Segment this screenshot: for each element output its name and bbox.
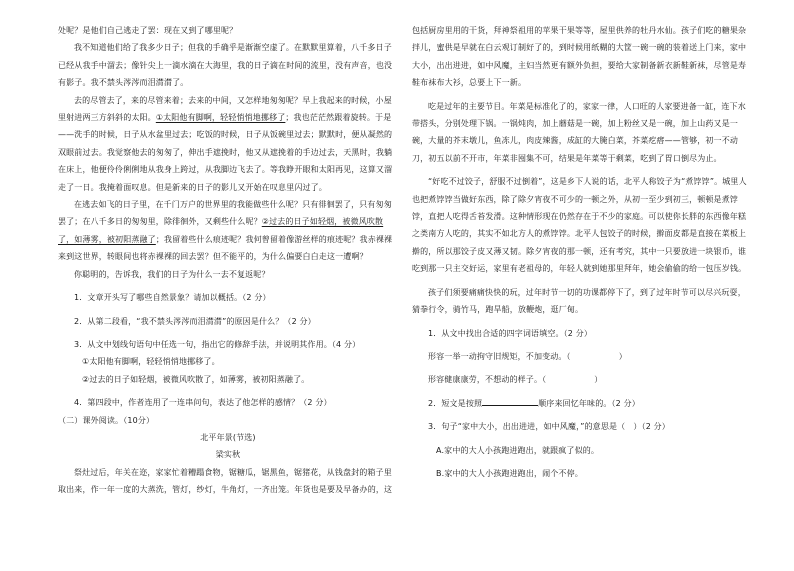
text-run: 形容一举一动拘守旧规矩，不加变动。（ (428, 351, 571, 361)
question-4: 4．第四段中，作者连用了一连串问句，表达了他怎样的感情？（2 分） (74, 398, 332, 408)
text-run: 2．短文是按照 (428, 398, 483, 408)
article-author: 梁实秋 (215, 450, 241, 460)
question-3: 3．从文中划线句语句中任选一句，指出它的修辞手法，并说明其作用。（4 分） (74, 339, 361, 349)
question-2: 2．从第二段看，“我不禁头涔涔而泪潸潸”的原因是什么？（2 分） (74, 316, 316, 326)
section-heading: （二）课外阅读。（10分） (58, 415, 155, 425)
text-run: 顺序来回忆年味的。（2 分） (538, 398, 640, 408)
paragraph: 吃是过年的主要节目。年菜是标准化了的，家家一律，人口旺的人家要进备一缸，连下水带搭头，分别处理下锅。一锅炖肉，加上蘑菇是一碗，加上粉丝又是一碗，加上山药又是一碗，大量的芥末墩儿，鱼冻儿，肉皮辣酱，成缸的大腌白菜，芥菜疙瘩——管够，初一不动刀，初五以前不开市，年菜非囤集不可，结果是年菜等于剩菜，吃到了胃口倒尽为止。 (412, 101, 746, 163)
paragraph: 祭灶过后，年关在迩，家家忙着糟蹋食物，锯糖瓜，锯黑鱼，锯猪花，从钱盘封的箱子里取出来，作一年一度的大蒸洗，管灯，纱灯，牛角灯，一齐出笼。年货也是要及早备办的，这 (58, 467, 393, 495)
paragraph (58, 196, 398, 266)
question-1-item-b (412, 371, 752, 388)
text-run: 形容健康康劳，不想动的样子。（ (428, 375, 547, 385)
text-run: ） (618, 351, 627, 361)
right-column (412, 22, 752, 482)
question-2 (412, 395, 752, 412)
paragraph: 我不知道他们给了我多少日子；但我的手确乎是渐渐空虚了。在默默里算着，八千多日子已经从我手中溜去；像针尖上一滴水滴在大海里，我的日子滴在时间的流里，没有声音，也没有影子。我不禁头涔涔而泪潸潸了。 (58, 43, 393, 88)
text-run: ；我留着些什么痕迹呢？我何曾留着像游丝样的痕迹呢？我赤裸裸来到这世界，转眼间也将赤裸裸的回去罢？但不能平的，为什么偏要白白走这一遭啊？ (58, 234, 393, 262)
question-3-option-b: B.家中的大人小孩跑进跑出，闹个不停。 (436, 468, 583, 478)
text-run: ） (594, 375, 603, 385)
paragraph: 你聪明的，告诉我，我们的日子为什么一去不复返呢？ (74, 269, 270, 279)
question-3: 3．句子“家中大小，出出进进，如中风魔，”的意思是（ ）（2 分） (428, 422, 670, 432)
question-3-option-a: A.家中的大人小孩跑进跑出，就跟疯了似的。 (436, 445, 600, 455)
question-3-option-1: ①太阳他有脚啊，轻轻悄悄地挪移了。 (82, 357, 220, 367)
question-1: 1．文章开头写了哪些自然景象？请加以概括。（2 分） (74, 293, 271, 303)
question-1: 1．从文中找出合适的四字词语填空。（2 分） (428, 328, 593, 338)
article-title: 北平年景(节选) (200, 432, 256, 442)
question-3-option-2: ②过去的日子如轻烟，被微风吹散了，如薄雾，被初阳蒸融了。 (82, 374, 310, 384)
paragraph: 孩子们须要痛痛快快的玩，过年时节一切的功课都停下了，到了过年时节可以尽兴玩耍，猜拳行令，骑竹马，跑旱船，放鞭炮，逛厂甸。 (412, 287, 746, 315)
paragraph: 包括厨房里用的干货，拜神祭祖用的苹果干果等等，屋里供养的牡丹水仙。孩子们吃的糖果杂拌儿，蜜供是早就在白云观订制好了的，到时候用纸糊的大筐一碗一碗的装着送上门来，家中大小，出出进进，如中风魔，主妇当然更有额外负担，要给大家制备新衣新鞋新袜，尽管是寿鞋布袜布大衫，总要上下一新。 (412, 26, 747, 88)
text-run: 在逃去如飞的日子里，在千门万户的世界里的我能做些什么呢？只有徘徊罢了，只有匆匆罢了；在八千多日的匆匆里，除徘徊外，又剩些什么呢？ (58, 200, 392, 227)
question-1-item-a (412, 348, 752, 365)
paragraph: “好吃不过饺子，舒服不过倒着”，这是乡下人说的话，北平人称饺子为“煮饽饽”。城里人也把煮饽饽当做好东西，除了除夕宵夜不可少的一顿之外，从初一至少到初三，顿顿是煮饽饽，直把人吃得舌苔发滑。这种情形现在仍然存在于不少的家庭。可以使你长胖的东西像年糕之类南方人吃的，其实不如北方人的煮饽饽。北平人包饺子的时候，擀面皮都是直接在菜板上擀的，所以那饺子皮又薄又韧。除夕宵夜的那一顿，还有考究，其中一只要放进一块银币，谁吃到那一只主交好运，家里有老祖母的，年轻人就到她那里拜年，她会偷偷的给一包压岁钱。 (412, 177, 747, 274)
underlined-sentence-2: ②过去的日子如轻烟，被微风吹散了，如薄雾，被初阳蒸融了 (58, 217, 384, 244)
text-run: 去的尽管去了，来的尽管来着；去来的中间，又怎样地匆匆呢？早上我起来的时候，小屋里射进两三方斜斜的太阳。 (58, 95, 392, 123)
answer-blank[interactable] (482, 397, 538, 406)
left-column (58, 22, 398, 499)
paragraph (58, 92, 398, 196)
paragraph: 处呢？是他们自己逃走了罢：现在又到了哪里呢？ (58, 26, 238, 35)
text-run: ；我也茫茫然跟着旋转。于是——洗手的时候，日子从水盆里过去；吃饭的时候，日子从饭碗里过去；默默时，便从凝然的双眼前过去。我觉察他去的匆匆了，伸出手遮挽时，他又从遮挽着的手边过去，天黑时，我躺在床上，他便伶伶俐俐地从我身上跨过，从我脚边飞去了。等我睁开眼和太阳再见，这算又溜走了一日。我掩着面叹息。但是新来的日子的影儿又开始在叹息里闪过了。 (58, 113, 393, 192)
underlined-sentence-1: ①太阳他有脚啊，轻轻悄悄地挪移了 (155, 113, 286, 123)
